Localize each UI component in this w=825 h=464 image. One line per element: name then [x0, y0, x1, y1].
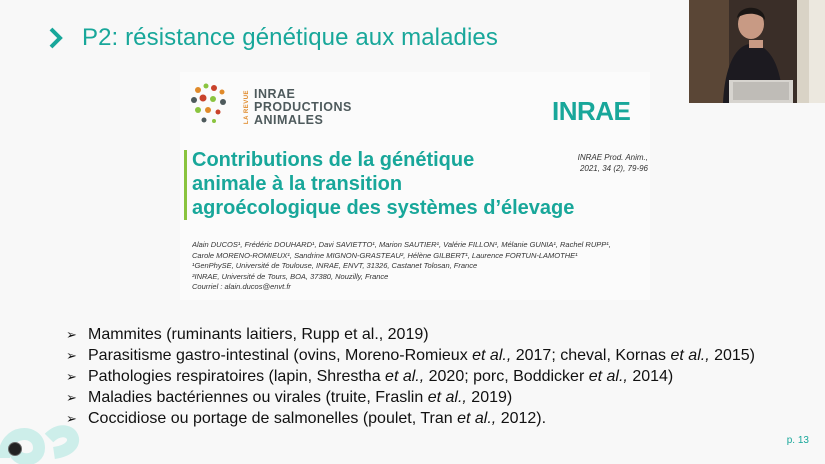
email-line: Courriel : alain.ducos@envt.fr — [192, 282, 291, 291]
author-list — [192, 240, 647, 293]
article-excerpt — [180, 72, 650, 300]
presenter-icon — [689, 0, 825, 103]
revue-label: LA REVUE — [244, 89, 251, 125]
productions-animales-logo — [188, 80, 352, 127]
author-line: Alain DUCOS¹, Frédéric DOUHARD¹, Davi SAVIETTO¹, Marion SAUTIER¹, Valérie FILLON¹, Mélanie GUNIA¹, Rachel RUPP¹, — [192, 240, 611, 249]
arrow-bullet-icon: ➢ — [66, 348, 77, 363]
arrow-bullet-icon: ➢ — [66, 369, 77, 384]
author-line: Carole MORENO-ROMIEUX¹, Sandrine MIGNON-GRASTEAU², Hélène GILBERT¹, Laurence FORTUN-LAMOTHE¹ — [192, 250, 578, 260]
article-title-line: animale à la transition — [192, 173, 403, 195]
list-item: ➢ Maladies bactériennes ou virales (truite, Fraslin et al., 2019) — [66, 389, 513, 406]
arrow-bullet-icon: ➢ — [66, 327, 77, 342]
logo-line-1: INRAE — [254, 87, 296, 101]
list-item: ➢ Coccidiose ou portage de salmonelles (poulet, Tran et al., 2012). — [66, 410, 547, 427]
list-item: ➢ Parasitisme gastro-intestinal (ovins, Moreno-Romieux et al., 2017; cheval, Kornas et al., 2015) — [66, 347, 756, 364]
chevron-right-icon — [48, 27, 64, 49]
affiliation-line: ¹GenPhySE, Université de Toulouse, INRAE, ENVT, 31326, Castanet Tolosan, France — [192, 261, 478, 270]
article-title-line: Contributions de la génétique — [192, 149, 475, 171]
page-number: p. 13 — [786, 435, 809, 446]
arrow-bullet-icon: ➢ — [66, 390, 77, 405]
title-accent-bar — [184, 150, 187, 220]
list-item: ➢ Mammites (ruminants laitiers, Rupp et al., 2019) — [66, 326, 429, 343]
logo-line-3: ANIMALES — [254, 113, 324, 127]
affiliation-line: ²INRAE, Université de Tours, BOA, 37380, Nouzilly, France — [192, 271, 389, 281]
inrae-logo: INRAE — [552, 96, 631, 126]
dots-logo-icon — [188, 80, 238, 126]
article-title-line: agroécologique des systèmes d’élevage — [192, 197, 575, 219]
arrow-bullet-icon: ➢ — [66, 411, 77, 426]
status-dot-icon — [8, 442, 22, 456]
journal-reference: INRAE Prod. Anim., 2021, 34 (2), 79-96 — [577, 153, 648, 173]
slide-title: P2: résistance génétique aux maladies — [82, 24, 498, 51]
bullet-list — [66, 324, 806, 429]
presenter-video — [689, 0, 825, 103]
slide-header — [48, 24, 498, 52]
list-item: ➢ Pathologies respiratoires (lapin, Shrestha et al., 2020; porc, Boddicker et al., 2014) — [66, 368, 674, 385]
logo-line-2: PRODUCTIONS — [254, 100, 352, 114]
article-title — [192, 148, 575, 220]
